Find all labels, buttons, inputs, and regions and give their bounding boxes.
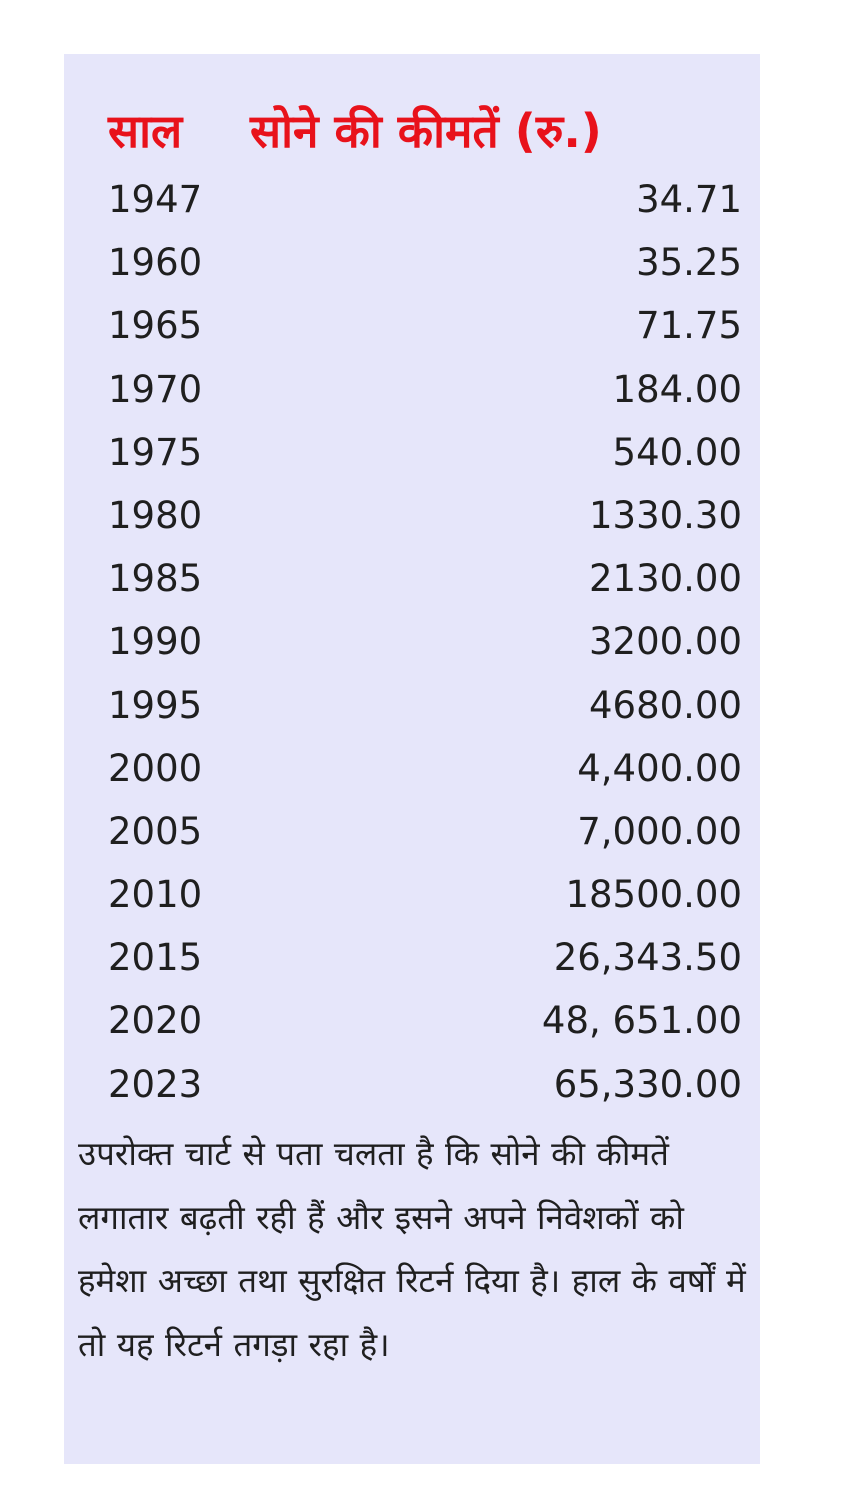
table-row xyxy=(108,358,742,421)
price-cell: 4680.00 xyxy=(588,683,742,727)
table-row xyxy=(108,1053,742,1116)
year-cell: 1970 xyxy=(108,367,203,411)
price-cell: 2130.00 xyxy=(588,557,742,601)
price-cell: 540.00 xyxy=(612,430,742,474)
table-row xyxy=(108,294,742,357)
price-cell: 65,330.00 xyxy=(553,1062,742,1106)
price-cell: 26,343.50 xyxy=(553,936,742,980)
price-table xyxy=(108,168,742,1116)
price-cell: 34.71 xyxy=(636,178,742,221)
table-row xyxy=(108,547,742,610)
price-cell: 1330.30 xyxy=(588,493,742,537)
table-row xyxy=(108,863,742,926)
table-row xyxy=(108,800,742,863)
table-row xyxy=(108,168,742,231)
summary-paragraph: उपरोक्त चार्ट से पता चलता है कि सोने की कीमतें लगातार बढ़ती रही हैं और इसने अपने निवेशकों को हमेशा अच्छा तथा सुरक्षित रिटर्न दिया है। हाल के वर्षों में तो यह रिटर्न तगड़ा रहा है। xyxy=(78,1134,746,1364)
table-row xyxy=(108,610,742,673)
year-cell: 1990 xyxy=(108,620,203,664)
table-header xyxy=(108,96,748,166)
year-cell: 2010 xyxy=(108,873,203,917)
price-cell: 4,400.00 xyxy=(577,746,742,790)
table-row xyxy=(108,989,742,1052)
price-cell: 18500.00 xyxy=(565,873,742,917)
year-cell: 1965 xyxy=(108,304,203,348)
table-row xyxy=(108,926,742,989)
year-cell: 2005 xyxy=(108,809,203,853)
table-row xyxy=(108,421,742,484)
year-cell: 2020 xyxy=(108,999,203,1043)
price-cell: 184.00 xyxy=(612,367,742,411)
year-cell: 1947 xyxy=(108,178,203,221)
year-cell: 1995 xyxy=(108,683,203,727)
table-row xyxy=(108,737,742,800)
year-cell: 2023 xyxy=(108,1062,203,1106)
price-cell: 3200.00 xyxy=(588,620,742,664)
price-cell: 71.75 xyxy=(636,304,742,348)
gold-price-card xyxy=(64,54,760,1464)
year-cell: 2015 xyxy=(108,936,203,980)
price-cell: 7,000.00 xyxy=(577,809,742,853)
price-cell: 48, 651.00 xyxy=(541,999,742,1043)
year-cell: 1980 xyxy=(108,493,203,537)
table-row xyxy=(108,231,742,294)
table-row xyxy=(108,484,742,547)
price-column-header: सोने की कीमतें (रु.) xyxy=(250,104,602,158)
year-column-header: साल xyxy=(108,104,183,158)
price-cell: 35.25 xyxy=(636,241,742,285)
table-row xyxy=(108,674,742,737)
year-cell: 1975 xyxy=(108,430,203,474)
year-cell: 1985 xyxy=(108,557,203,601)
year-cell: 1960 xyxy=(108,241,203,285)
year-cell: 2000 xyxy=(108,746,203,790)
